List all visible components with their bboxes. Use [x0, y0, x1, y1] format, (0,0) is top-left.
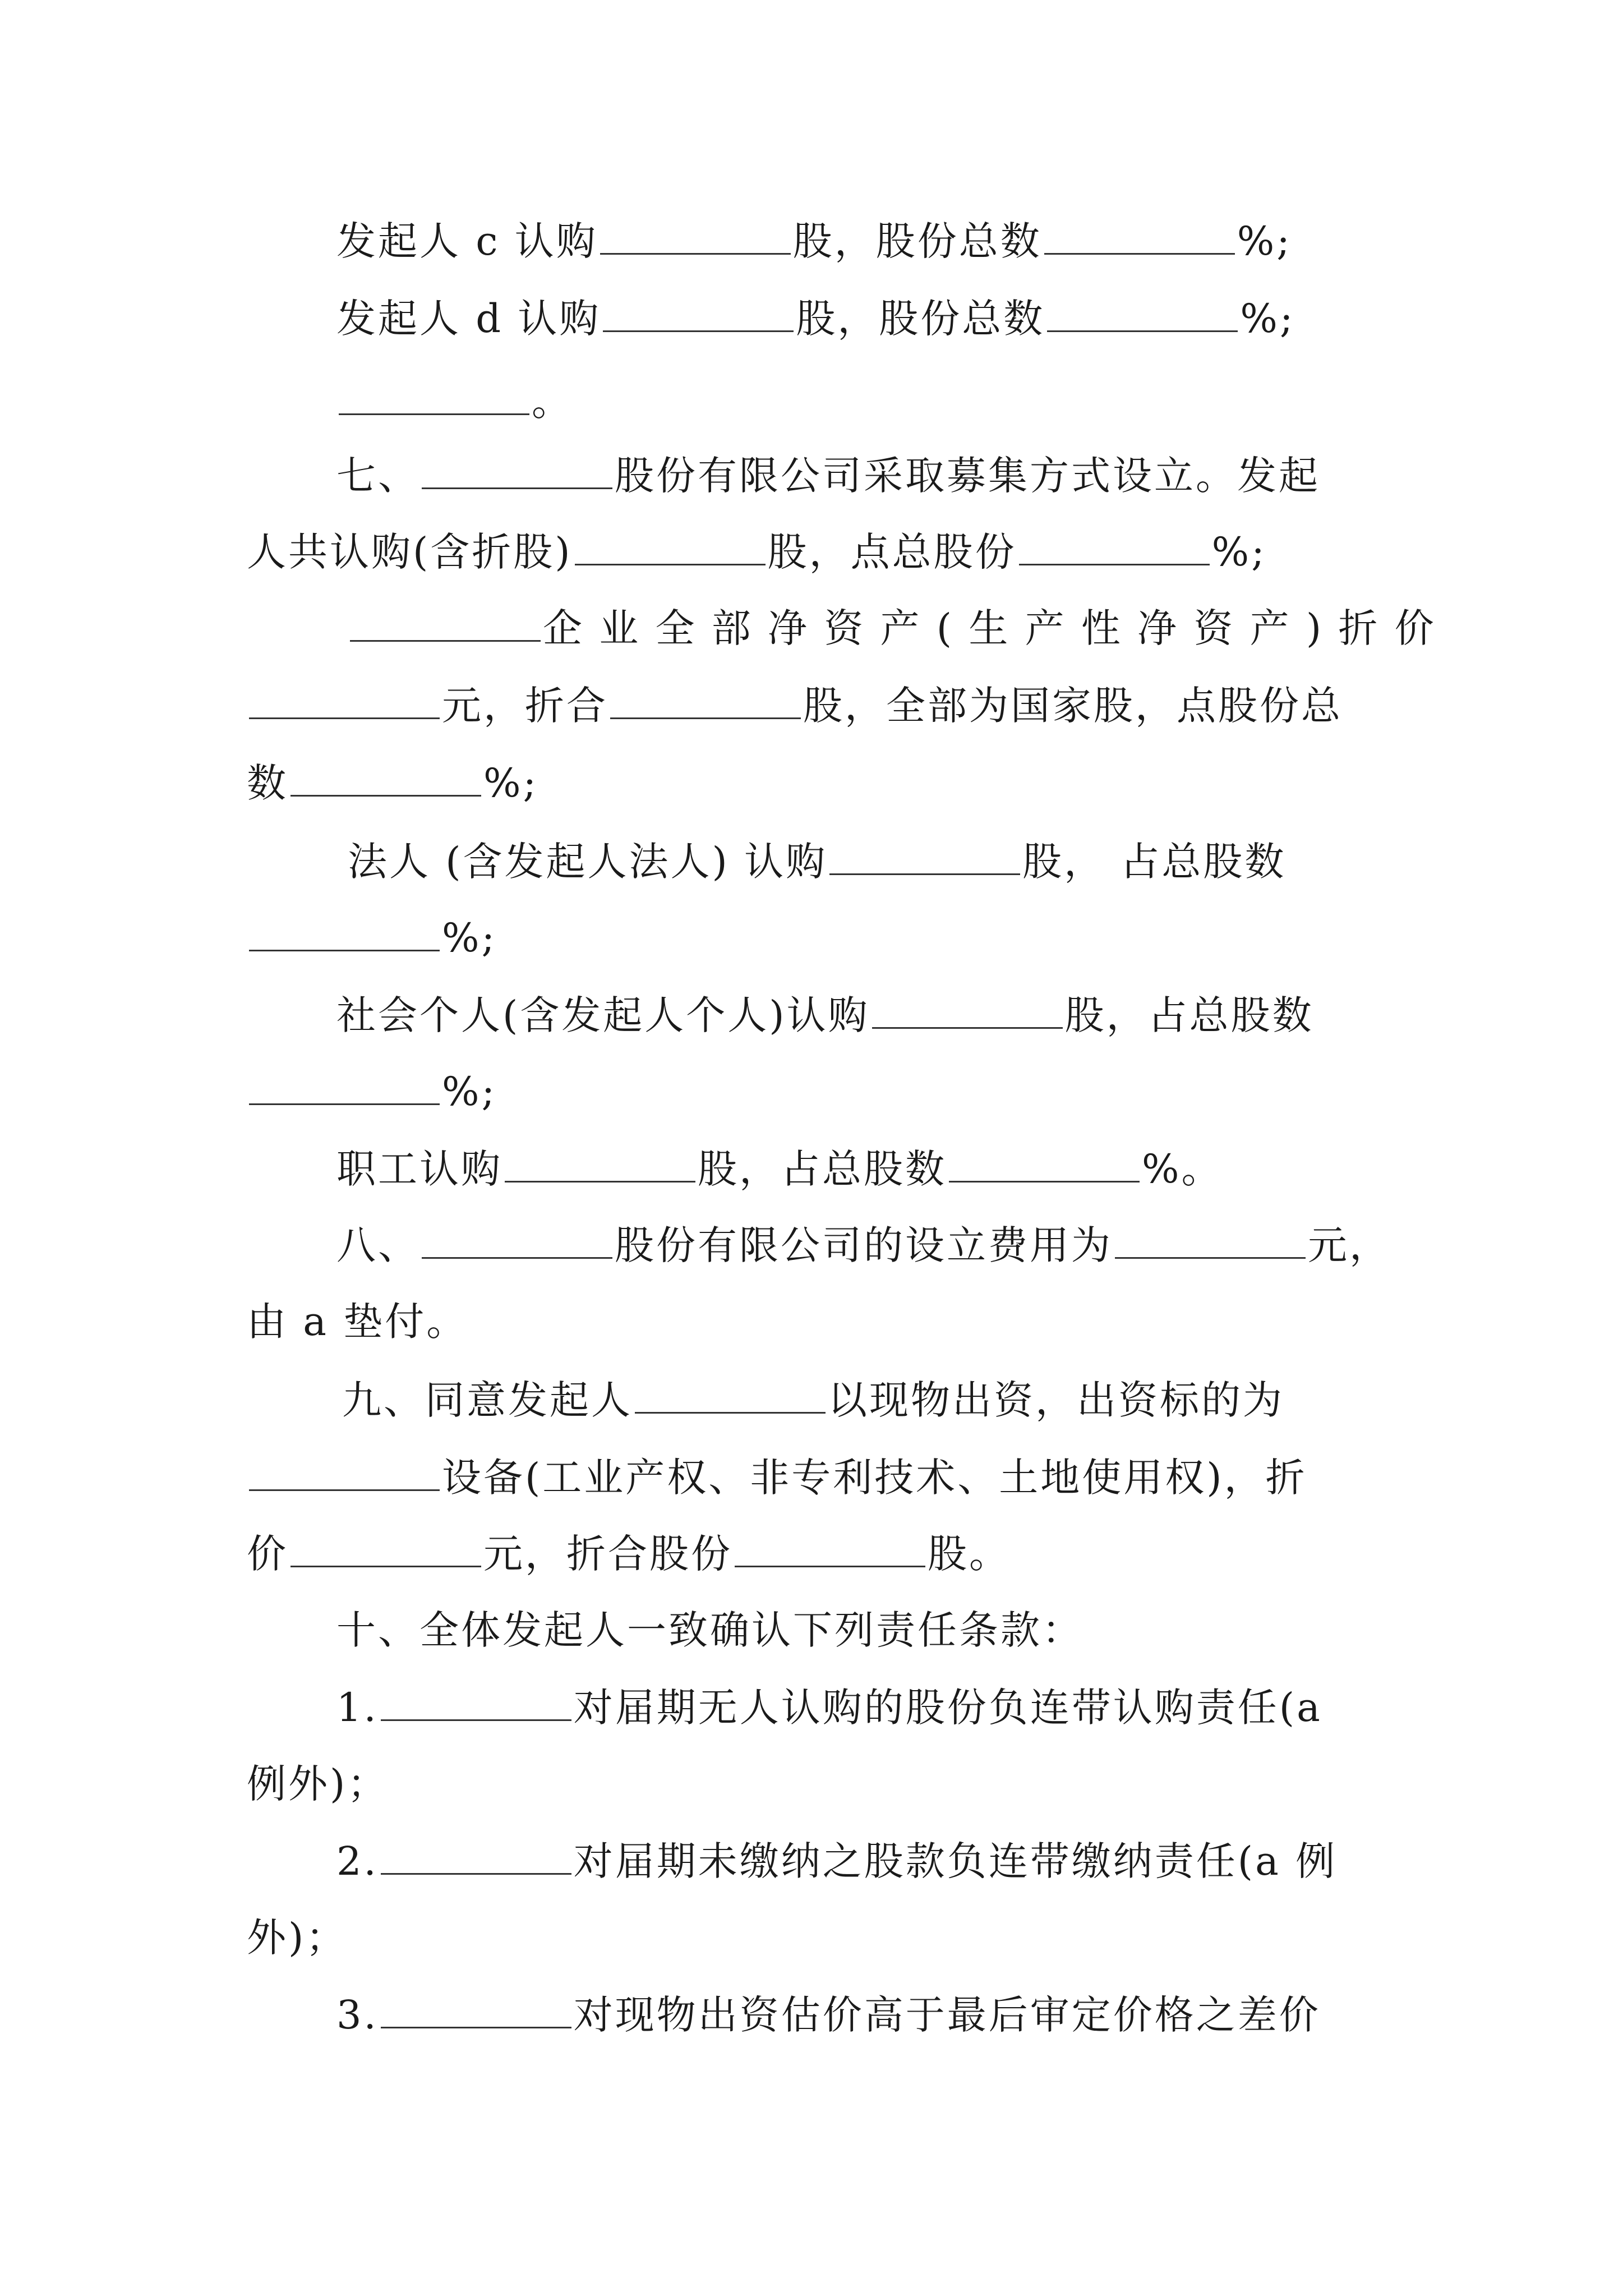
fill-in-blank[interactable] — [1019, 524, 1210, 565]
fill-in-blank[interactable] — [610, 678, 801, 719]
text-segment: %。 — [1142, 1146, 1223, 1192]
text-segment: 2. — [336, 1838, 379, 1884]
text-segment: 以现物出资，出资标的为 — [828, 1377, 1284, 1423]
text-segment: %; — [442, 1069, 497, 1115]
text-segment: 对届期未缴纳之股款负连带缴纳责任(a 例 — [573, 1838, 1338, 1884]
text-segment: 对届期无人认购的股份负连带认购责任(a — [573, 1685, 1322, 1731]
fill-in-blank[interactable] — [1115, 1218, 1306, 1259]
doc-line — [247, 1294, 1385, 1350]
text-segment: 发起人 d 认购 — [336, 296, 601, 342]
text-segment: 元，折合 — [442, 683, 608, 729]
text-segment: 外)； — [247, 1915, 348, 1961]
doc-line — [247, 1372, 1385, 1428]
text-segment: 股，股份总数 — [792, 218, 1042, 264]
doc-line — [247, 910, 1385, 966]
doc-line — [247, 1450, 1385, 1506]
text-segment: 股，点总股份 — [767, 529, 1017, 575]
fill-in-blank[interactable] — [339, 374, 529, 415]
fill-in-blank[interactable] — [635, 1373, 826, 1414]
text-segment: 股， 占总股数 — [1022, 839, 1287, 885]
fill-in-blank[interactable] — [575, 524, 766, 565]
text-segment: 七、 — [336, 453, 419, 499]
text-segment: 1. — [336, 1685, 379, 1731]
doc-line — [247, 213, 1385, 269]
fill-in-blank[interactable] — [381, 1834, 571, 1875]
text-segment: 股，股份总数 — [796, 296, 1045, 342]
text-segment: %; — [483, 760, 539, 806]
fill-in-blank[interactable] — [249, 1450, 440, 1491]
doc-line — [247, 1217, 1391, 1273]
text-segment: 职工认购 — [336, 1146, 502, 1192]
text-segment: 九、同意发起人 — [342, 1377, 633, 1423]
text-segment: 。 — [532, 379, 573, 425]
doc-line — [247, 448, 1385, 504]
text-segment: 人共认购(含折股) — [247, 529, 573, 575]
fill-in-blank[interactable] — [422, 448, 612, 489]
fill-in-blank[interactable] — [291, 756, 481, 797]
doc-line — [247, 678, 1385, 734]
text-segment: 元， — [1308, 1222, 1391, 1268]
text-segment: %; — [1240, 296, 1295, 342]
fill-in-blank[interactable] — [735, 1526, 925, 1567]
fill-in-blank[interactable] — [249, 1064, 440, 1105]
text-segment: 股，占总股数 — [1064, 992, 1314, 1038]
doc-line — [247, 755, 1385, 811]
fill-in-blank[interactable] — [600, 214, 791, 255]
text-segment: 元，折合股份 — [483, 1531, 732, 1577]
fill-in-blank[interactable] — [422, 1218, 612, 1259]
text-segment: 发起人 c 认购 — [336, 218, 598, 264]
text-segment: 价 — [247, 1531, 288, 1577]
doc-line — [247, 834, 1385, 890]
fill-in-blank[interactable] — [505, 1142, 695, 1182]
text-segment: 八、 — [336, 1222, 419, 1268]
text-segment: %; — [442, 915, 497, 961]
doc-line — [247, 1987, 1385, 2043]
text-segment: 社会个人(含发起人个人)认购 — [336, 992, 870, 1038]
text-segment: 由 a 垫付。 — [247, 1299, 468, 1345]
text-segment: 3. — [336, 1992, 379, 2038]
text-segment: 股，全部为国家股，点股份总 — [803, 683, 1343, 729]
doc-line — [247, 600, 1436, 656]
fill-in-blank[interactable] — [249, 910, 440, 951]
text-segment: 法人 (含发起人法人) 认购 — [348, 839, 828, 885]
doc-line — [247, 1756, 1385, 1812]
doc-line — [247, 374, 1385, 430]
fill-in-blank[interactable] — [872, 988, 1063, 1029]
text-segment: 例外)； — [247, 1761, 389, 1807]
fill-in-blank[interactable] — [381, 1987, 571, 2028]
text-segment: 对现物出资估价高于最后审定价格之差价 — [573, 1992, 1321, 2038]
text-segment: %; — [1237, 218, 1292, 264]
doc-line — [247, 1910, 1385, 1966]
doc-line — [247, 1526, 1385, 1582]
text-segment: 股份有限公司的设立费用为 — [615, 1222, 1113, 1268]
fill-in-blank[interactable] — [1047, 291, 1238, 332]
fill-in-blank[interactable] — [381, 1680, 571, 1721]
text-segment: 股份有限公司采取募集方式设立。发起 — [615, 453, 1320, 499]
doc-line — [247, 1602, 1385, 1658]
fill-in-blank[interactable] — [1044, 214, 1235, 255]
text-segment: 企 业 全 部 净 资 产 ( 生 产 性 净 资 产 ) 折 价 — [543, 605, 1436, 651]
text-segment: 股，占总股数 — [698, 1146, 947, 1192]
fill-in-blank[interactable] — [949, 1142, 1140, 1182]
doc-line — [247, 1680, 1385, 1736]
text-segment: 十、全体发起人一致确认下列责任条款： — [336, 1607, 1083, 1653]
fill-in-blank[interactable] — [249, 678, 440, 719]
doc-line — [247, 1833, 1385, 1889]
fill-in-blank[interactable] — [829, 834, 1020, 875]
text-segment: %; — [1211, 529, 1267, 575]
doc-line — [247, 524, 1385, 580]
text-segment: 设备(工业产权、非专利技术、土地使用权)，折 — [442, 1455, 1307, 1501]
fill-in-blank[interactable] — [291, 1526, 481, 1567]
text-segment: 数 — [247, 760, 288, 806]
text-segment: 股。 — [928, 1531, 1011, 1577]
doc-line — [247, 291, 1385, 347]
doc-line — [247, 1141, 1385, 1197]
fill-in-blank[interactable] — [603, 291, 794, 332]
doc-line — [247, 1064, 1385, 1120]
doc-line — [247, 987, 1385, 1043]
fill-in-blank[interactable] — [350, 601, 541, 642]
